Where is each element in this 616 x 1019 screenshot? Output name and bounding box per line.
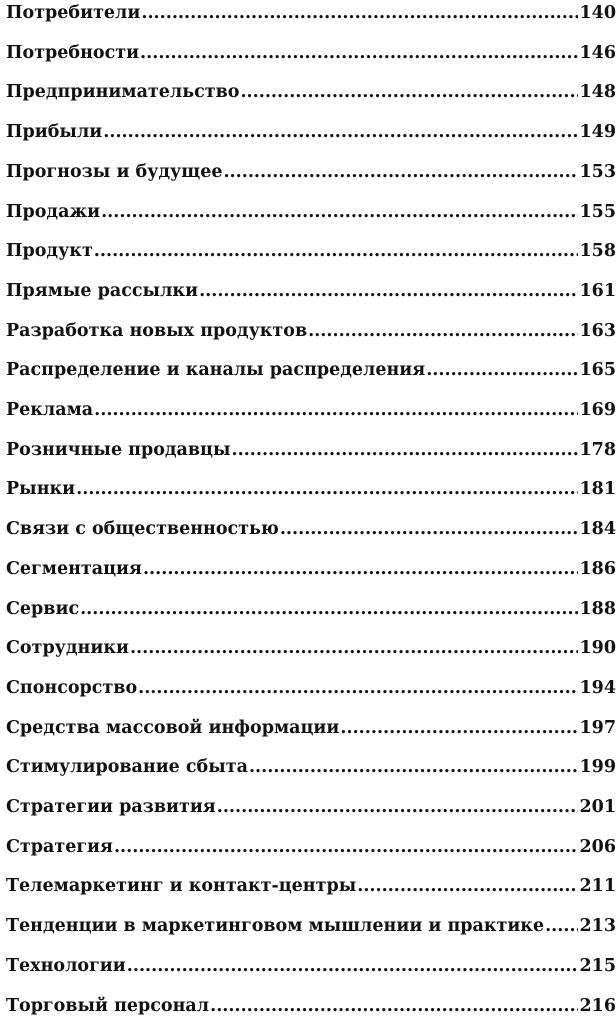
toc-entry-title: Стратегии развития	[6, 797, 216, 817]
dot-leader	[199, 278, 578, 304]
dot-leader	[138, 675, 578, 701]
dot-leader	[141, 0, 578, 26]
toc-entry-title: Торговый персонал	[6, 995, 210, 1016]
dot-leader	[210, 993, 578, 1019]
dot-leader	[308, 318, 578, 344]
dot-leader	[114, 834, 579, 860]
toc-entry[interactable]	[6, 715, 616, 741]
toc-entry[interactable]	[6, 476, 616, 502]
toc-entry-title: Прямые рассылки	[6, 280, 199, 301]
toc-entry-title: Тенденции в маркетинговом мышлении и практике	[6, 916, 545, 937]
dot-leader	[280, 516, 579, 542]
toc-entry-page: 146	[579, 42, 616, 63]
toc-entry[interactable]	[6, 238, 616, 264]
toc-entry-page: 184	[579, 519, 616, 540]
toc-entry[interactable]	[6, 40, 616, 66]
toc-entry-title: Распределение и каналы распределения	[6, 360, 426, 381]
toc-entry[interactable]	[6, 357, 616, 383]
toc-entry[interactable]	[6, 675, 616, 701]
toc-entry[interactable]	[6, 873, 616, 899]
toc-entry-page: 181	[579, 479, 616, 500]
toc-entry-title: Прогнозы и будущее	[6, 161, 223, 182]
toc-entry[interactable]	[6, 596, 616, 622]
toc-entry[interactable]	[6, 635, 616, 661]
toc-entry-title: Стратегия	[6, 836, 113, 857]
toc-entry[interactable]	[6, 437, 616, 463]
toc-entry[interactable]	[6, 397, 616, 423]
dot-leader	[143, 556, 579, 582]
toc-entry-page: 161	[579, 280, 616, 301]
toc-entry-page: 199	[579, 757, 616, 778]
toc-entry[interactable]	[6, 278, 616, 304]
toc-entry-page: 165	[579, 360, 616, 381]
toc-entry-page: 194	[579, 677, 616, 698]
toc-entry[interactable]	[6, 953, 616, 979]
toc-entry-page: 206	[579, 836, 616, 857]
toc-entry[interactable]	[6, 516, 616, 542]
toc-entry-page: 158	[579, 241, 616, 262]
dot-leader	[249, 754, 579, 780]
dot-leader	[240, 79, 578, 105]
toc-entry-title: Сотрудники	[6, 638, 129, 659]
dot-leader	[140, 40, 578, 66]
toc-entry-title: Продажи	[6, 201, 101, 222]
toc-entry[interactable]	[6, 0, 616, 26]
toc-entry-page: 163	[579, 320, 616, 341]
toc-entry-page: 211	[579, 876, 616, 897]
toc-entry-title: Технологии	[6, 955, 126, 976]
toc-entry-title: Стимулирование сбыта	[6, 757, 248, 778]
toc-entry-title: Телемаркетинг и контакт-центры	[6, 876, 357, 897]
toc-entry-page: 213	[579, 916, 616, 937]
toc-entry-page: 149	[579, 122, 616, 143]
dot-leader	[103, 119, 578, 145]
dot-leader	[76, 476, 578, 502]
dot-leader	[94, 397, 578, 423]
toc-entry-title: Средства массовой информации	[6, 717, 340, 738]
dot-leader	[232, 437, 579, 463]
toc-entry-page: 153	[579, 161, 616, 182]
toc-entry-page: 140	[579, 3, 616, 23]
dot-leader	[357, 873, 578, 899]
toc-entry-title: Реклама	[6, 400, 94, 420]
toc-entry-page: 215	[579, 955, 616, 976]
toc-entry-page: 155	[579, 201, 616, 222]
dot-leader	[101, 199, 578, 225]
toc-entry-page: 178	[579, 439, 616, 460]
toc-entry-page: 188	[579, 598, 616, 619]
toc-entry[interactable]	[6, 754, 616, 780]
toc-entry-title: Связи с общественностью	[6, 519, 279, 540]
toc-entry-title: Потребители	[6, 3, 141, 23]
toc-entry[interactable]	[6, 913, 616, 939]
toc-entry-title: Розничные продавцы	[6, 439, 231, 460]
toc-entry-page: 197	[579, 717, 616, 738]
toc-entry-title: Рынки	[6, 479, 76, 500]
toc-entry[interactable]	[6, 119, 616, 145]
dot-leader	[223, 159, 578, 185]
dot-leader	[217, 794, 579, 820]
toc-entry-title: Прибыли	[6, 122, 103, 143]
toc-entry-title: Предпринимательство	[6, 82, 240, 103]
toc-entry-page: 216	[579, 995, 616, 1016]
dot-leader	[130, 635, 579, 661]
dot-leader	[426, 357, 578, 383]
toc-entry[interactable]	[6, 993, 616, 1019]
toc-entry-page: 148	[579, 82, 616, 103]
toc-entry[interactable]	[6, 556, 616, 582]
toc-entry-title: Сервис	[6, 598, 80, 619]
toc-entry-page: 169	[579, 400, 616, 420]
toc-entry[interactable]	[6, 794, 616, 820]
toc-entry-page: 201	[579, 797, 616, 817]
dot-leader	[80, 596, 578, 622]
toc-entry-title: Потребности	[6, 42, 140, 63]
toc-entry[interactable]	[6, 318, 616, 344]
toc-entry[interactable]	[6, 79, 616, 105]
dot-leader	[340, 715, 578, 741]
toc-entry-title: Продукт	[6, 241, 93, 262]
toc-entry-page: 186	[579, 558, 616, 579]
dot-leader	[545, 913, 578, 939]
toc-entry-title: Спонсорство	[6, 677, 138, 698]
dot-leader	[94, 238, 579, 264]
toc-entry[interactable]	[6, 159, 616, 185]
toc-entry-title: Сегментация	[6, 558, 142, 579]
dot-leader	[127, 953, 579, 979]
toc-entry-title: Разработка новых продуктов	[6, 320, 308, 341]
toc-entry[interactable]	[6, 199, 616, 225]
toc-entry-page: 190	[579, 638, 616, 659]
toc-entry[interactable]	[6, 834, 616, 860]
